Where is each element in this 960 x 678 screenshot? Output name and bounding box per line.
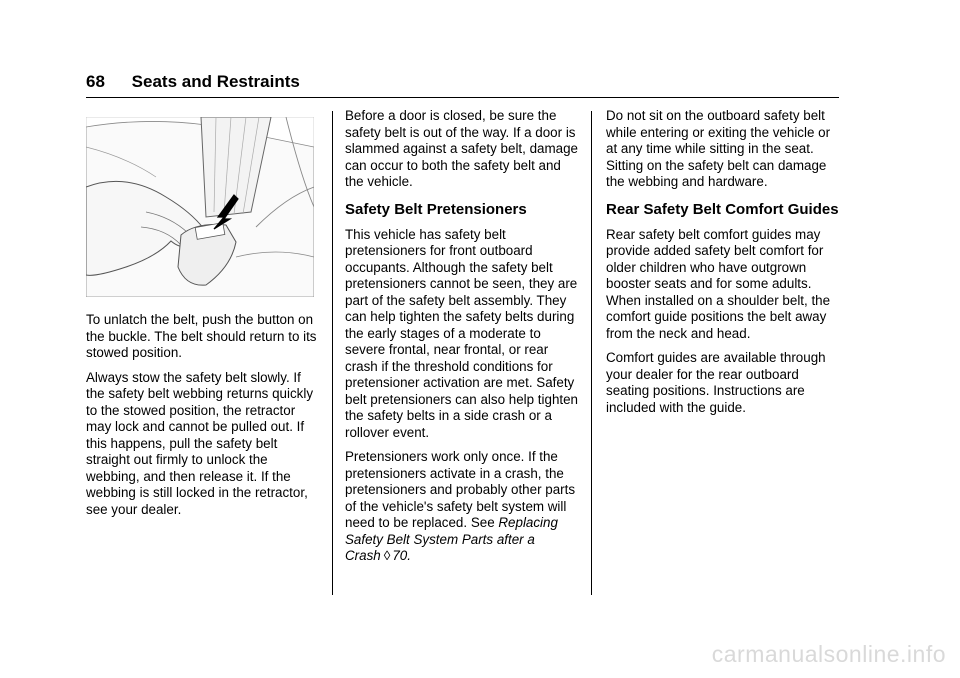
stow-paragraph: Always stow the safety belt slowly. If the safety belt webbing returns quickly to the stowed position, the retractor may lock and cannot be pulled out. If this happens, pull the safety belt straight out firmly to unlock the webbing, and then release it. If the webbing is still locked in the retractor, see your dealer. [86,369,314,517]
page-ref-icon: ◊ [383,548,391,563]
pretensioners-once-text: Pretensioners work only once. If the pretensioners activate in a crash, the pretensioners and probably other parts of the vehicle's safety belt system will need to be replaced. See [345,449,576,530]
watermark-text: carmanualsonline.info [711,641,946,667]
page-ref-number: 70. [392,548,411,563]
unlatch-paragraph: To unlatch the belt, push the button on the buckle. The belt should return to its stowed position. [86,312,317,360]
column-divider-2 [591,111,592,595]
pretensioners-heading: Safety Belt Pretensioners [345,200,527,218]
column-3 [606,108,842,424]
comfort-guides-heading: Rear Safety Belt Comfort Guides [606,200,839,218]
pretensioners-once-paragraph [345,449,581,565]
page-number: 68 [86,72,105,91]
comfort-availability-paragraph: Comfort guides are available through your dealer for the rear outboard seating positions. Instructions are included with the guide. [606,350,826,415]
door-paragraph: Before a door is closed, be sure the safety belt is out of the way. If a door is slammed against a safety belt, damage can occur to both the safety belt and the vehicle. [345,108,578,189]
page-header [86,72,300,92]
section-title: Seats and Restraints [131,72,300,91]
column-1 [86,108,320,526]
comfort-guides-paragraph: Rear safety belt comfort guides may provide added safety belt comfort for older children who have outgrown booster seats and for some adults. When installed on a shoulder belt, the comfort guide positions the belt away from the neck and head. [606,226,831,341]
replacing-parts-link[interactable]: Replacing Safety Belt System Parts after a Crash [345,515,558,563]
column-2 [345,108,581,573]
column-divider-1 [332,111,333,595]
outboard-paragraph: Do not sit on the outboard safety belt while entering or exiting the vehicle or at any time while sitting in the seat. Sitting on the safety belt can damage the webbing and hardware. [606,108,831,189]
buckle-release-illustration [86,117,314,297]
pretensioners-paragraph: This vehicle has safety belt pretensioners for front outboard occupants. Although the safety belt pretensioners cannot be seen, they are part of the safety belt assembly. They can help tighten the safety belts during the early stages of a moderate to severe frontal, near frontal, or rear crash if the threshold conditions for pretensioner activation are met. Safety belt pretensioners can also help tighten the safety belts in a side crash or a rollover event. [345,226,579,440]
header-rule [86,97,839,98]
